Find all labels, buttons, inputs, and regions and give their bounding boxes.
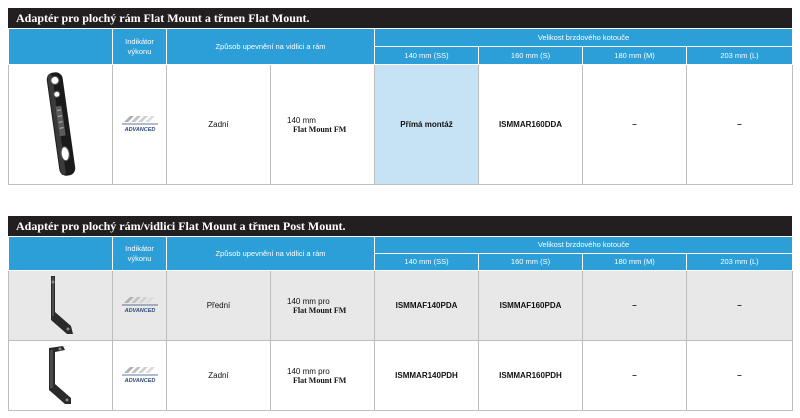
size-cell-ss: ISMMAF140PDA xyxy=(375,271,479,341)
size-cell-ss: Přímá montáž xyxy=(375,65,479,185)
table-row xyxy=(9,65,793,185)
section2-table xyxy=(8,236,793,411)
size-header-ss: 140 mm (SS) xyxy=(375,254,479,271)
advanced-logo-icon xyxy=(118,294,162,316)
section2-title: Adaptér pro plochý rám/vidlici Flat Mount a třmen Post Mount. xyxy=(8,216,792,236)
size-header-s: 160 mm (S) xyxy=(479,254,583,271)
flat-mount-adapter-image xyxy=(41,68,81,180)
product-image xyxy=(9,341,113,411)
indicator-header: Indikátor výkonu xyxy=(113,237,167,271)
product-image xyxy=(9,271,113,341)
rotor-size-header: Velikost brzdového kotouče xyxy=(375,237,793,254)
mount-position: Zadní xyxy=(167,341,271,411)
size-cell-l: – xyxy=(687,271,793,341)
mount-size: 140 mm pro xyxy=(287,366,330,376)
size-cell-m: – xyxy=(583,65,687,185)
advanced-logo-icon xyxy=(118,113,162,135)
performance-indicator xyxy=(113,341,167,411)
mount-spec xyxy=(271,341,375,411)
mount-spec xyxy=(271,271,375,341)
section1-title: Adaptér pro plochý rám Flat Mount a třmen Flat Mount. xyxy=(8,8,792,28)
size-header-l: 203 mm (L) xyxy=(687,47,793,65)
image-header xyxy=(9,237,113,271)
mount-size: 140 mm pro xyxy=(287,296,330,306)
performance-indicator xyxy=(113,65,167,185)
size-header-l: 203 mm (L) xyxy=(687,254,793,271)
rotor-size-header: Velikost brzdového kotouče xyxy=(375,29,793,47)
mount-spec xyxy=(271,65,375,185)
size-cell-s: ISMMAR160PDH xyxy=(479,341,583,411)
post-mount-adapter-rear-image xyxy=(41,342,81,408)
mount-type: Flat Mount FM xyxy=(293,375,347,385)
size-cell-ss: ISMMAR140PDH xyxy=(375,341,479,411)
image-header xyxy=(9,29,113,65)
size-cell-s: ISMMAR160DDA xyxy=(479,65,583,185)
size-cell-s: ISMMAF160PDA xyxy=(479,271,583,341)
svg-text:ADVANCED: ADVANCED xyxy=(124,126,155,133)
size-cell-l: – xyxy=(687,65,793,185)
product-image xyxy=(9,65,113,185)
mount-method-header: Způsob upevnění na vidlici a rám xyxy=(167,237,375,271)
size-header-s: 160 mm (S) xyxy=(479,47,583,65)
mount-size: 140 mm xyxy=(287,115,316,125)
mount-type: Flat Mount FM xyxy=(293,124,347,134)
size-header-ss: 140 mm (SS) xyxy=(375,47,479,65)
section1-table xyxy=(8,28,793,185)
size-header-m: 180 mm (M) xyxy=(583,47,687,65)
indicator-header: Indikátor výkonu xyxy=(113,29,167,65)
size-cell-m: – xyxy=(583,341,687,411)
mount-method-header: Způsob upevnění na vidlici a rám xyxy=(167,29,375,65)
advanced-logo-icon xyxy=(118,364,162,386)
table-row xyxy=(9,341,793,411)
mount-position: Přední xyxy=(167,271,271,341)
post-mount-adapter-front-image xyxy=(41,272,81,338)
size-header-m: 180 mm (M) xyxy=(583,254,687,271)
size-cell-l: – xyxy=(687,341,793,411)
mount-position: Zadní xyxy=(167,65,271,185)
mount-type: Flat Mount FM xyxy=(293,305,347,315)
size-cell-m: – xyxy=(583,271,687,341)
svg-text:ADVANCED: ADVANCED xyxy=(124,307,155,314)
svg-text:ADVANCED: ADVANCED xyxy=(124,377,155,384)
performance-indicator xyxy=(113,271,167,341)
table-row xyxy=(9,271,793,341)
